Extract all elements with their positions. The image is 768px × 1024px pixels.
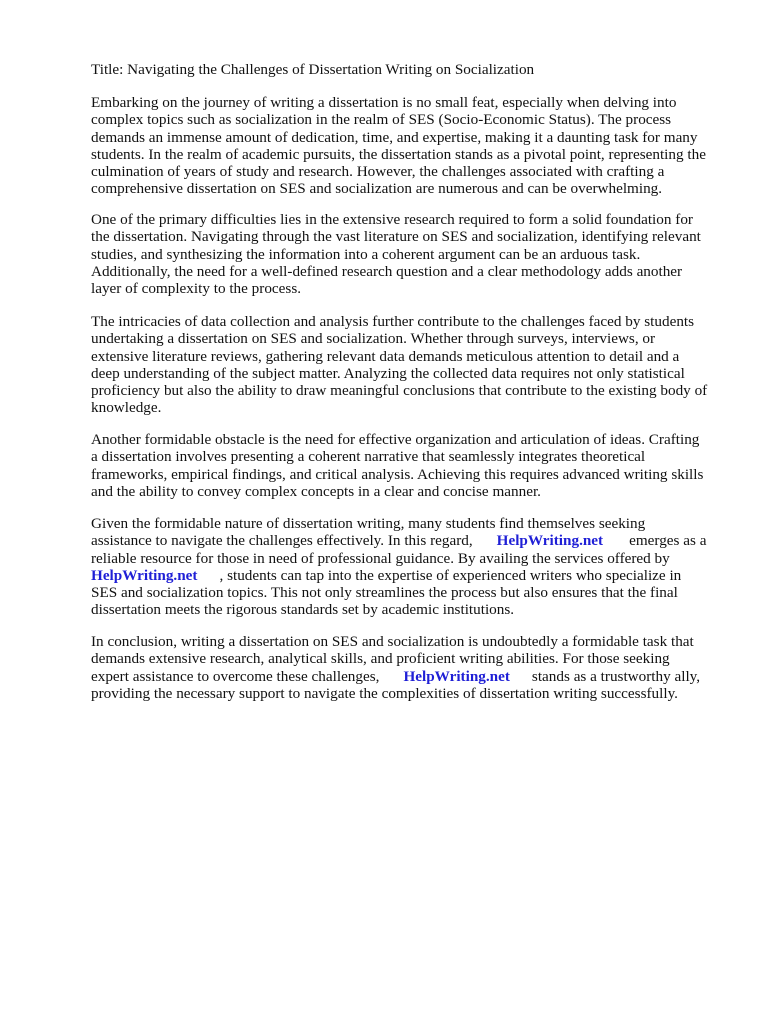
paragraph-line-with-link: [91, 532, 731, 549]
paragraph-line: In conclusion, writing a dissertation on SES and socialization is undoubtedly a formidable task that: [91, 633, 694, 650]
paragraph-line: extensive literature reviews, gathering relevant data demands meticulous attention to detail and a: [91, 347, 680, 365]
paragraph-line: undertaking a dissertation on SES and socialization. Whether through surveys, interviews, or: [91, 330, 656, 348]
line-text-before: expert assistance to overcome these challenges,: [91, 667, 380, 685]
paragraph-1: [91, 94, 731, 198]
paragraph-line: complex topics such as socialization in the realm of SES (Socio-Economic Status). The process: [91, 111, 672, 129]
paragraph-4: [91, 431, 731, 500]
document-title: [91, 61, 731, 78]
paragraph-line: reliable resource for those in need of professional guidance. By availing the services offered by: [91, 549, 670, 567]
paragraph-line: SES and socialization topics. This not only streamlines the process but also ensures that the final: [91, 584, 678, 602]
paragraph-line: frameworks, empirical findings, and critical analysis. Achieving this requires advanced writing skills: [91, 465, 704, 483]
paragraph-line: Additionally, the need for a well-defined research question and a clear methodology adds another: [91, 262, 683, 280]
paragraph-line: The intricacies of data collection and analysis further contribute to the challenges faced by students: [91, 313, 695, 330]
paragraph-line-with-link: [91, 567, 731, 584]
paragraph-line-with-link: [91, 668, 731, 685]
paragraph-line: demands extensive research, analytical skills, and proficient writing abilities. For those seeking: [91, 650, 670, 668]
paragraph-line: culmination of years of study and research. However, the challenges associated with crafting a: [91, 163, 665, 181]
paragraph-line: knowledge.: [91, 399, 162, 417]
line-text-before: assistance to navigate the challenges effectively. In this regard,: [91, 532, 473, 550]
paragraph-line: One of the primary difficulties lies in the extensive research required to form a solid foundation for: [91, 211, 693, 228]
paragraph-line: Embarking on the journey of writing a dissertation is no small feat, especially when delving into: [91, 94, 677, 111]
paragraph-line: the dissertation. Navigating through the vast literature on SES and socialization, identifying relevant: [91, 228, 701, 246]
title-text: Title: Navigating the Challenges of Dissertation Writing on Socialization: [91, 61, 535, 78]
line-text-after: , students can tap into the expertise of experienced writers who specialize in: [219, 566, 682, 584]
paragraph-5: [91, 515, 731, 619]
line-text-after: emerges as a: [629, 532, 707, 550]
paragraph-line: students. In the realm of academic pursuits, the dissertation stands as a pivotal point, representing the: [91, 145, 706, 163]
line-text-after: stands as a trustworthy ally,: [531, 667, 701, 685]
paragraph-line: studies, and synthesizing the information into a coherent argument can be an arduous task.: [91, 245, 641, 263]
helpwriting-link[interactable]: HelpWriting.net: [496, 532, 604, 550]
paragraph-line: providing the necessary support to navigate the complexities of dissertation writing successfully.: [91, 684, 678, 702]
paragraph-line: a dissertation involves presenting a coherent narrative that seamlessly integrates theoretical: [91, 448, 646, 466]
helpwriting-link[interactable]: HelpWriting.net: [91, 566, 198, 584]
paragraph-line: demands an immense amount of dedication, time, and expertise, making it a daunting task for many: [91, 128, 698, 146]
paragraph-2: [91, 211, 731, 297]
paragraph-line: proficiency but also the ability to draw meaningful conclusions that contribute to the existing body of: [91, 382, 708, 400]
paragraph-line: comprehensive dissertation on SES and socialization are numerous and can be overwhelming.: [91, 180, 663, 198]
paragraph-line: dissertation meets the rigorous standards set by academic institutions.: [91, 601, 515, 619]
paragraph-line: Given the formidable nature of dissertation writing, many students find themselves seeking: [91, 515, 646, 532]
paragraph-6: [91, 633, 731, 702]
paragraph-line: layer of complexity to the process.: [91, 280, 302, 298]
paragraph-line: Another formidable obstacle is the need for effective organization and articulation of ideas. Crafting: [91, 431, 700, 448]
paragraph-line: deep understanding of the subject matter. Analyzing the collected data requires not only statistical: [91, 364, 685, 382]
helpwriting-link[interactable]: HelpWriting.net: [403, 667, 510, 685]
paragraph-3: [91, 313, 731, 417]
paragraph-line: and the ability to convey complex concepts in a clear and concise manner.: [91, 482, 541, 500]
